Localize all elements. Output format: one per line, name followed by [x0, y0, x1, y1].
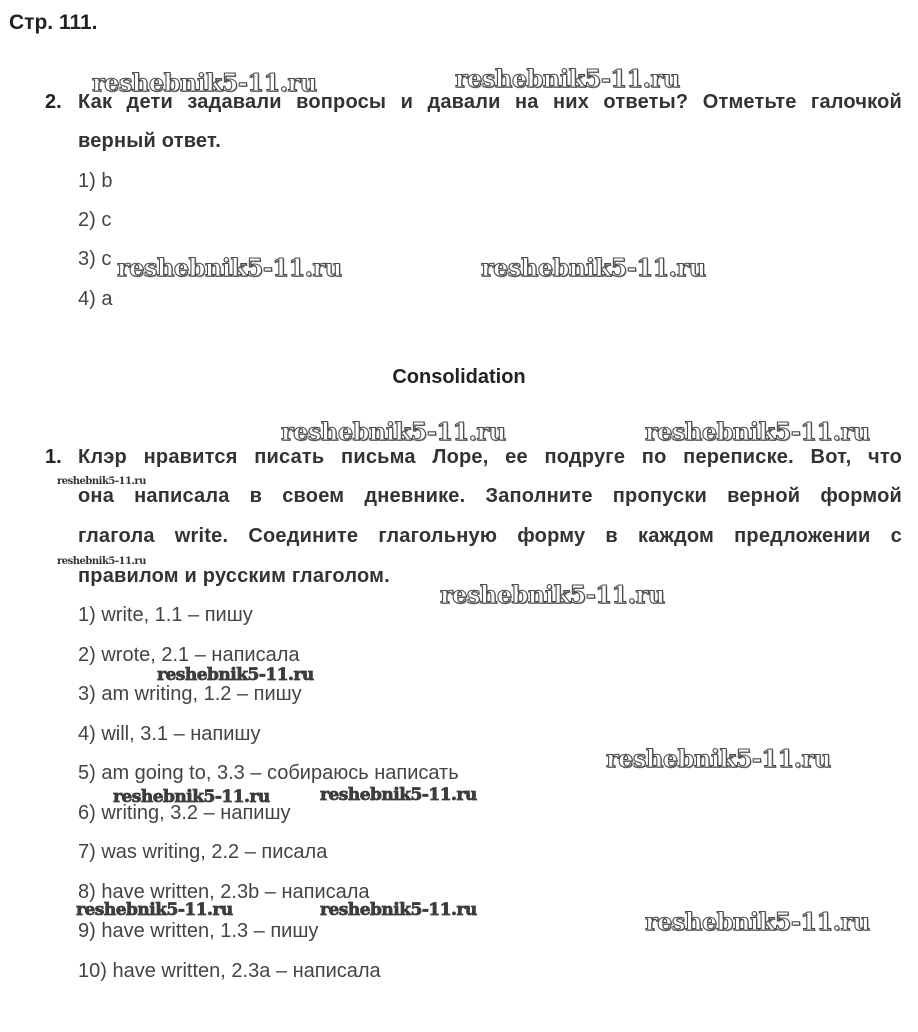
task-2-number: 2.: [45, 91, 62, 113]
task-1-answer-7: 7) was writing, 2.2 – писала: [78, 841, 328, 863]
task-1-answer-4: 4) will, 3.1 – напишу: [78, 723, 261, 745]
task-2-answer-3: 3) c: [78, 248, 112, 270]
watermark: reshebnik5-11.ru: [320, 900, 477, 920]
task-1-answer-8: 8) have written, 2.3b – написала: [78, 881, 370, 903]
watermark: reshebnik5-11.ru: [455, 64, 680, 93]
watermark: reshebnik5-11.ru: [645, 907, 870, 936]
task-1-answer-6: 6) writing, 3.2 – напишу: [78, 802, 291, 824]
watermark: reshebnik5-11.ru: [92, 68, 317, 97]
task-1-answer-5: 5) am going to, 3.3 – собираюсь написать: [78, 762, 459, 784]
task-2-answer-1: 1) b: [78, 170, 113, 192]
watermark: reshebnik5-11.ru: [606, 744, 831, 773]
watermark: reshebnik5-11.ru: [440, 580, 665, 609]
task-1-question-line-2: она написала в своем дневнике. Заполните пропуски верной формой: [78, 485, 902, 507]
page-header: Стр. 111.: [9, 11, 98, 34]
task-2-answer-4: 4) a: [78, 288, 113, 310]
task-1-question-line-4: правилом и русским глаголом.: [78, 565, 390, 587]
task-1-number: 1.: [45, 446, 62, 468]
task-1-question-line-3: глагола write. Соедините глагольную форму в каждом предложении с: [78, 525, 902, 547]
task-1-answer-3: 3) am writing, 1.2 – пишу: [78, 683, 302, 705]
task-2-question-line-1: Как дети задавали вопросы и давали на них ответы? Отметьте галочкой: [78, 91, 902, 113]
task-1-question-line-1: Клэр нравится писать письма Лоре, ее подруге по переписке. Вот, что: [78, 446, 902, 468]
watermark: reshebnik5-11.ru: [76, 900, 233, 920]
task-1-answer-2: 2) wrote, 2.1 – написала: [78, 644, 300, 666]
watermark: reshebnik5-11.ru: [117, 253, 342, 282]
task-1-answer-10: 10) have written, 2.3a – написала: [78, 960, 381, 982]
task-2-answer-2: 2) c: [78, 209, 112, 231]
task-2-question-line-2: верный ответ.: [78, 130, 221, 152]
task-1-answer-1: 1) write, 1.1 – пишу: [78, 604, 253, 626]
watermark: reshebnik5-11.ru: [113, 787, 270, 807]
section-heading: Consolidation: [392, 366, 526, 388]
watermark: reshebnik5-11.ru: [157, 665, 314, 685]
watermark: reshebnik5-11.ru: [57, 556, 146, 567]
task-1-answer-9: 9) have written, 1.3 – пишу: [78, 920, 319, 942]
watermark: reshebnik5-11.ru: [481, 253, 706, 282]
watermark: reshebnik5-11.ru: [57, 476, 146, 487]
watermark: reshebnik5-11.ru: [320, 785, 477, 805]
watermark: reshebnik5-11.ru: [645, 417, 870, 446]
watermark: reshebnik5-11.ru: [281, 417, 506, 446]
